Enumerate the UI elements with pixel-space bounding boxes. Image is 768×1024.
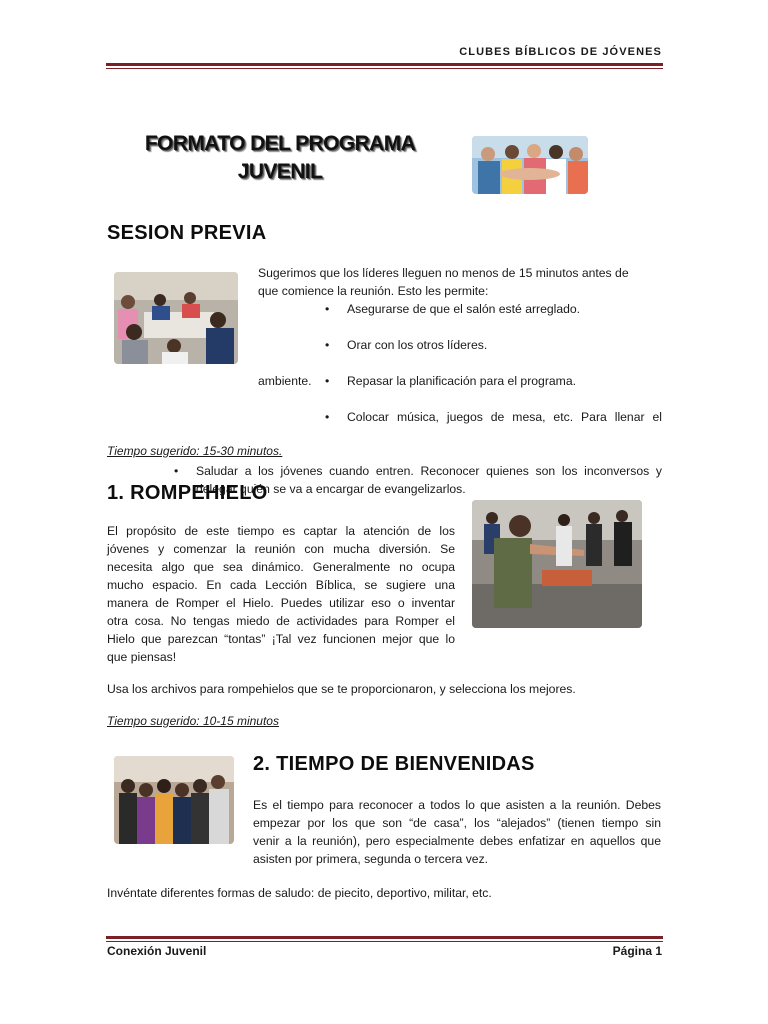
- page-number: Página 1: [612, 944, 662, 958]
- rompehielo-paragraph: El propósito de este tiempo es captar la atención de los jóvenes y comenzar la reunión con mucha diversión. Se necesita algo que sea dinámico. Generalmente no ocupa mucho espacio. En cada Lección Bíblica, se sugiere una manera de Romper el Hielo. Puedes utilizar eso o inventar otra cosa. No tengas miedo de actividades para Romper el Hielo que parezcan “tontas” ¡Tal vez funcionen mejor que lo que piensas!: [107, 524, 455, 664]
- list-item: • Colocar música, juegos de mesa, etc. Para llenar el: [325, 410, 662, 424]
- footer-rule-thin: [106, 941, 663, 942]
- footer-rule: [106, 936, 663, 939]
- running-header: CLUBES BÍBLICOS DE JÓVENES: [459, 46, 662, 58]
- section-heading-sesion-previa: SESION PREVIA: [107, 222, 267, 244]
- section-heading-rompehielo: 1. ROMPEHIELO: [107, 482, 268, 504]
- youth-group-photo: [472, 136, 588, 194]
- list-item: • Saludar a los jóvenes cuando entren. Reconocer quienes son los inconversos y delegar quién se va a encargar de evangelizarlos.: [174, 464, 662, 496]
- suggested-time-note: Tiempo sugerido: 15-30 minutos.: [107, 444, 283, 458]
- icebreaker-game-photo: [472, 500, 642, 628]
- bienvenidas-paragraph: Es el tiempo para reconocer a todos lo que asisten a la reunión. Debes empezar por los que son “de casa”, los “alejados” (tienen tiempo sin venir a la reunión), pero especialmente debes enfatizar en aquellos que asisten por primera, segunda o tercera vez.: [253, 798, 661, 866]
- sesion-previa-intro-line1: Sugerimos que los líderes lleguen no menos de 15 minutos antes de: [258, 266, 629, 280]
- sesion-previa-intro-line2: que comience la reunión. Esto les permite:: [258, 284, 489, 298]
- classroom-photo: [114, 272, 238, 364]
- header-rule: [106, 63, 663, 66]
- section-heading-bienvenidas: 2. TIEMPO DE BIENVENIDAS: [253, 753, 535, 775]
- footer-left-text: Conexión Juvenil: [107, 944, 207, 958]
- list-item: • Asegurarse de que el salón esté arreglado.: [325, 302, 581, 316]
- list-item: • Repasar la planificación para el programa.: [325, 374, 576, 388]
- bullet-continuation: ambiente.: [258, 374, 312, 388]
- list-item: • Orar con los otros líderes.: [325, 338, 488, 352]
- document-title-line1: FORMATO DEL PROGRAMA: [144, 132, 416, 155]
- document-title-line2: JUVENIL: [237, 160, 323, 183]
- header-rule-thin: [106, 68, 663, 69]
- suggested-time-note: Tiempo sugerido: 10-15 minutos: [107, 714, 279, 728]
- welcome-group-photo: [114, 756, 234, 844]
- document-title: [120, 130, 440, 186]
- greetings-note: Invéntate diferentes formas de saludo: de piecito, deportivo, militar, etc.: [107, 886, 492, 900]
- rompehielo-files-note: Usa los archivos para rompehielos que se te proporcionaron, y selecciona los mejores.: [107, 682, 576, 696]
